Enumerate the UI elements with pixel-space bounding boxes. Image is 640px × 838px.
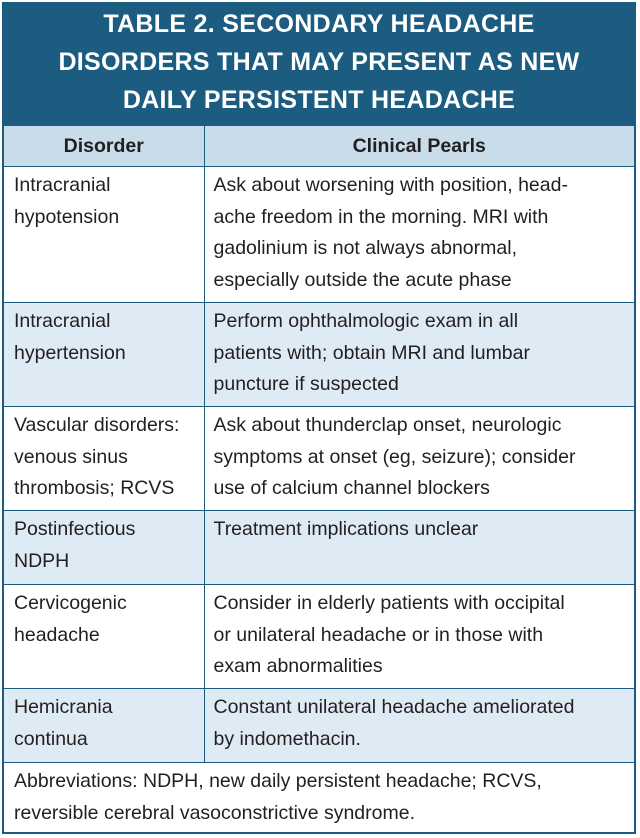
pearl-cell bbox=[204, 303, 634, 407]
table-title-line: DAILY PERSISTENT HEADACHE bbox=[122, 86, 516, 114]
table-row bbox=[4, 689, 634, 763]
footnote-line: reversible cerebral vasoconstrictive syndrome. bbox=[14, 801, 415, 824]
cell-line: Vascular disorders: bbox=[14, 414, 180, 436]
table-title bbox=[4, 4, 634, 126]
column-header-disorder: Disorder bbox=[4, 126, 204, 167]
cell-line: Ask about worsening with position, head- bbox=[213, 174, 568, 196]
cell-line: NDPH bbox=[14, 549, 70, 572]
cell-line: venous sinus bbox=[14, 445, 128, 468]
column-header-row bbox=[4, 126, 634, 167]
cell-line: Cervicogenic bbox=[14, 592, 127, 614]
footnote-row bbox=[4, 763, 634, 833]
cell-line: Ask about thunderclap onset, neurologic bbox=[213, 414, 562, 436]
cell-line: Intracranial bbox=[14, 310, 111, 332]
table-row bbox=[4, 585, 634, 689]
cell-line: continua bbox=[14, 727, 88, 750]
cell-line: puncture if suspected bbox=[213, 373, 399, 395]
cell-line: Treatment implications unclear bbox=[213, 518, 479, 540]
table-row bbox=[4, 167, 634, 303]
cell-line: symptoms at onset (eg, seizure); consider bbox=[213, 445, 576, 468]
table-title-line: DISORDERS THAT MAY PRESENT AS NEW bbox=[58, 48, 580, 76]
disorder-cell bbox=[4, 585, 204, 689]
cell-line: or unilateral headache or in those with bbox=[213, 623, 544, 646]
pearl-cell bbox=[204, 167, 634, 303]
cell-line: ache freedom in the morning. MRI with bbox=[213, 205, 549, 228]
disorder-cell bbox=[4, 407, 204, 511]
cell-line: Perform ophthalmologic exam in all bbox=[213, 310, 519, 332]
footnote-cell bbox=[4, 763, 634, 833]
cell-line: patients with; obtain MRI and lumbar bbox=[213, 341, 530, 364]
disorder-cell bbox=[4, 689, 204, 763]
cell-line: exam abnormalities bbox=[213, 655, 383, 677]
cell-line: Hemicrania bbox=[14, 696, 113, 718]
pearl-cell bbox=[204, 511, 634, 585]
table-row bbox=[4, 407, 634, 511]
cell-line: thrombosis; RCVS bbox=[14, 477, 175, 499]
disorder-table bbox=[4, 126, 634, 833]
table-title-line: TABLE 2. SECONDARY HEADACHE bbox=[103, 10, 535, 38]
cell-line: hypertension bbox=[14, 341, 126, 364]
cell-line: especially outside the acute phase bbox=[213, 268, 512, 291]
cell-line: headache bbox=[14, 623, 100, 646]
pearl-cell bbox=[204, 585, 634, 689]
cell-line: Constant unilateral headache ameliorated bbox=[213, 696, 575, 718]
table-row bbox=[4, 511, 634, 585]
cell-line: by indomethacin. bbox=[213, 727, 361, 750]
footnote-line: Abbreviations: NDPH, new daily persistent headache; RCVS, bbox=[14, 770, 542, 792]
pearl-cell bbox=[204, 407, 634, 511]
cell-line: use of calcium channel blockers bbox=[213, 477, 490, 499]
pearl-cell bbox=[204, 689, 634, 763]
cell-line: Intracranial bbox=[14, 174, 111, 196]
headache-table bbox=[2, 2, 636, 834]
cell-line: Postinfectious bbox=[14, 518, 136, 540]
cell-line: gadolinium is not always abnormal, bbox=[213, 237, 517, 259]
column-header-pearls: Clinical Pearls bbox=[204, 126, 634, 167]
table-row bbox=[4, 303, 634, 407]
disorder-cell bbox=[4, 303, 204, 407]
cell-line: hypotension bbox=[14, 205, 120, 228]
disorder-cell bbox=[4, 167, 204, 303]
disorder-cell bbox=[4, 511, 204, 585]
cell-line: Consider in elderly patients with occipital bbox=[213, 592, 565, 614]
